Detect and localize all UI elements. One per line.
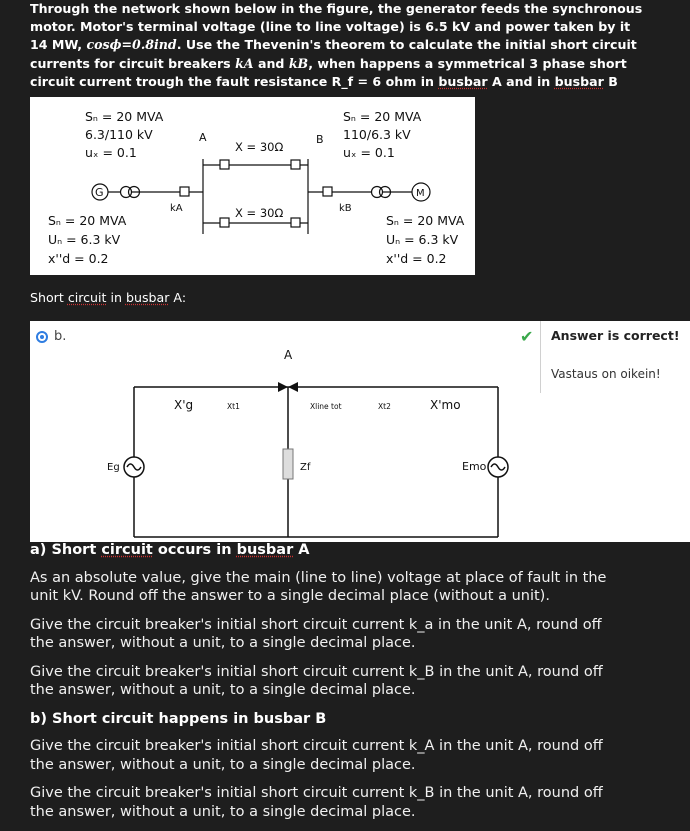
intro-part-e: B [603,73,618,89]
gen-rating: Sₙ = 20 MVA [48,213,127,228]
breaker-ka [180,187,189,196]
subheading [30,290,186,305]
node-arrow-right [288,382,298,392]
intro-and: and [253,55,289,71]
breaker-ka-ref: kA [235,55,254,71]
line-x-upper: X = 30Ω [235,140,284,154]
breaker-upper-b [291,160,300,169]
breaker-lower-b [291,218,300,227]
part-a-mid: occurs in [152,542,237,558]
intro-part-b: . Use the Thevenin's theorem to calculate the initial short circuit currents for circuit breakers [30,37,637,71]
mot-reactance: x''d = 0.2 [386,251,447,266]
intro-part-c: , when happens a symmetrical 3 phase short circuit current trough the fault resistance R_f = 6 ohm in [30,55,627,89]
part-a-post: A [293,542,310,558]
part-a-busbar: busbar [236,542,294,558]
subheading-pre: Short [30,290,68,305]
breaker-upper-a [220,160,229,169]
subheading-busbar: busbar [125,290,170,305]
bus-a-label: A [199,131,207,144]
motor-symbol: M [416,188,425,199]
mot-voltage: Uₙ = 6.3 kV [386,232,459,247]
part-a-question-2: Give the circuit breaker's initial short circuit current k_a in the unit A, round off the answer, without a unit, to a single decimal place. [30,616,602,651]
part-a-circuit: circuit [101,542,153,558]
zf-label: Zf [300,462,311,473]
power-factor: cosϕ=0.8ind [86,37,177,53]
answer-panel [30,321,690,542]
t1-ux: uₓ = 0.1 [85,145,137,160]
part-b-question-2: Give the circuit breaker's initial short circuit current k_B in the unit A, round off the answer, without a unit, to a single decimal place. [30,785,603,820]
t1-ratio: 6.3/110 kV [85,127,153,142]
xg-label: X'g [174,398,194,412]
generator-symbol: G [95,186,104,199]
t2-ux: uₓ = 0.1 [343,145,395,160]
bus-b-label: B [316,133,324,146]
breaker-lower-a [220,218,229,227]
network-figure [30,97,475,275]
part-a-pre: a) Short [30,542,102,558]
t1-rating: Sₙ = 20 MVA [85,109,164,124]
question-parts [30,541,630,831]
t2-rating: Sₙ = 20 MVA [343,109,422,124]
node-a-label: A [284,348,293,362]
breaker-kb-ref: kB [288,55,309,71]
part-b-question-1: Give the circuit breaker's initial short circuit current k_A in the unit A, round off the answer, without a unit, to a single decimal place. [30,738,603,773]
equivalent-circuit [90,331,520,539]
gen-voltage: Uₙ = 6.3 kV [48,232,121,247]
xt1-label: Xt1 [227,402,240,411]
feedback-subtitle: Vastaus on oikein! [551,367,661,381]
node-arrow-left [278,382,288,392]
check-icon: ✔ [520,327,534,346]
feedback-title: Answer is correct! [551,328,680,343]
emo-label: Emo [462,460,487,473]
t2-ratio: 110/6.3 kV [343,127,411,142]
intro-part-a: Through the network shown below in the figure, the generator feeds the synchronous motor. Motor's terminal voltage (line to line voltage) is 6.5 kV and power taken by it 14 MW, [30,1,643,53]
subheading-mid: in [106,290,126,305]
answer-radio[interactable] [36,331,48,343]
intro-part-d: A and in [487,73,555,89]
subheading-post: A: [169,290,187,305]
eg-label: Eg [107,462,120,473]
xmo-label: X'mo [430,398,461,412]
zf-resistor [283,449,293,479]
part-a-question-3: Give the circuit breaker's initial short circuit current k_B in the unit A, round off the answer, without a unit, to a single decimal place. [30,663,603,698]
mot-rating: Sₙ = 20 MVA [386,213,465,228]
option-label[interactable]: b. [54,329,67,344]
subheading-circuit: circuit [67,290,107,305]
part-a-question-1: As an absolute value, give the main (line to line) voltage at place of fault in the unit kV. Round off the answer to a single decimal place (without a unit). [30,569,607,604]
breaker-kb [323,187,332,196]
busbar-word-2: busbar [554,73,604,89]
gen-reactance: x''d = 0.2 [48,251,109,266]
question-text [30,0,650,91]
xt2-label: Xt2 [378,402,391,411]
feedback-box [540,321,690,393]
xline-label: Xline tot [310,402,342,411]
busbar-word: busbar [438,73,488,89]
part-a-heading [30,541,630,560]
line-x-lower: X = 30Ω [235,206,284,220]
part-b-heading: b) Short circuit happens in busbar B [30,710,327,727]
kb-label: kB [339,203,352,214]
ka-label: kA [170,203,183,214]
